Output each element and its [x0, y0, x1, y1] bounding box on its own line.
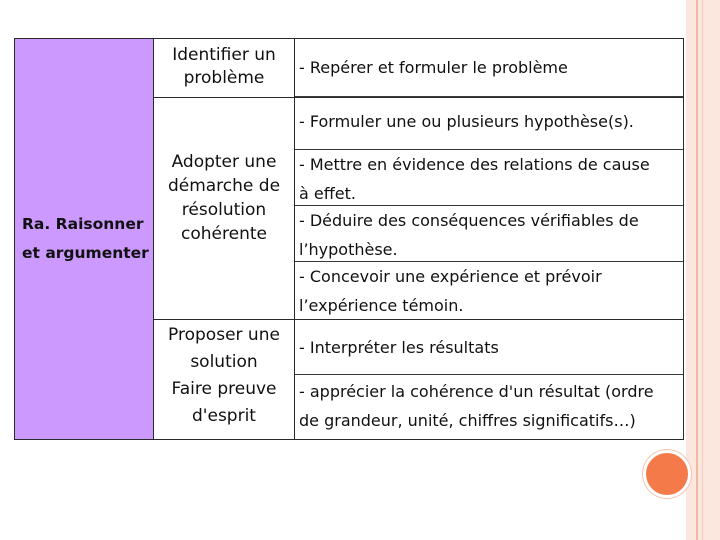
- task-line: - Déduire des conséquences vérifiables de: [299, 211, 639, 230]
- task-row: [295, 206, 683, 262]
- skill-cell-approach: [154, 98, 295, 319]
- task-line: à effet.: [299, 184, 356, 203]
- slide-side-border: [686, 0, 720, 540]
- competence-label: Ra. Raisonner et argumenter: [22, 215, 149, 262]
- competence-cell: [15, 39, 154, 439]
- task-line: - Mettre en évidence des relations de cause: [299, 155, 650, 174]
- competence-table: [14, 38, 684, 440]
- task-line: - Repérer et formuler le problème: [299, 58, 568, 77]
- task-line: - apprécier la cohérence d'un résultat (ordre: [299, 382, 654, 401]
- task-row: [295, 320, 683, 375]
- task-row: [295, 98, 683, 150]
- skill-label-solution: Proposer une solution Faire preuve d'esprit: [168, 325, 280, 426]
- task-line: l’expérience témoin.: [299, 296, 464, 315]
- skill-cell-solution: [154, 320, 295, 439]
- skill-label-identify: Identifier un problème: [172, 45, 276, 88]
- task-row: [295, 150, 683, 206]
- task-line: - Interpréter les résultats: [299, 338, 499, 357]
- task-line: - Formuler une ou plusieurs hypothèse(s).: [299, 112, 634, 131]
- task-line: - Concevoir une expérience et prévoir: [299, 267, 602, 286]
- task-row: [295, 39, 683, 97]
- task-line: de grandeur, unité, chiffres significatifs…): [299, 411, 636, 430]
- task-row: [295, 375, 683, 439]
- skill-label-approach: Adopter une démarche de résolution cohérente: [167, 152, 281, 244]
- task-line: l’hypothèse.: [299, 240, 398, 259]
- task-row: [295, 262, 683, 319]
- skill-cell-identify: [154, 39, 295, 97]
- accent-circle: [643, 450, 691, 498]
